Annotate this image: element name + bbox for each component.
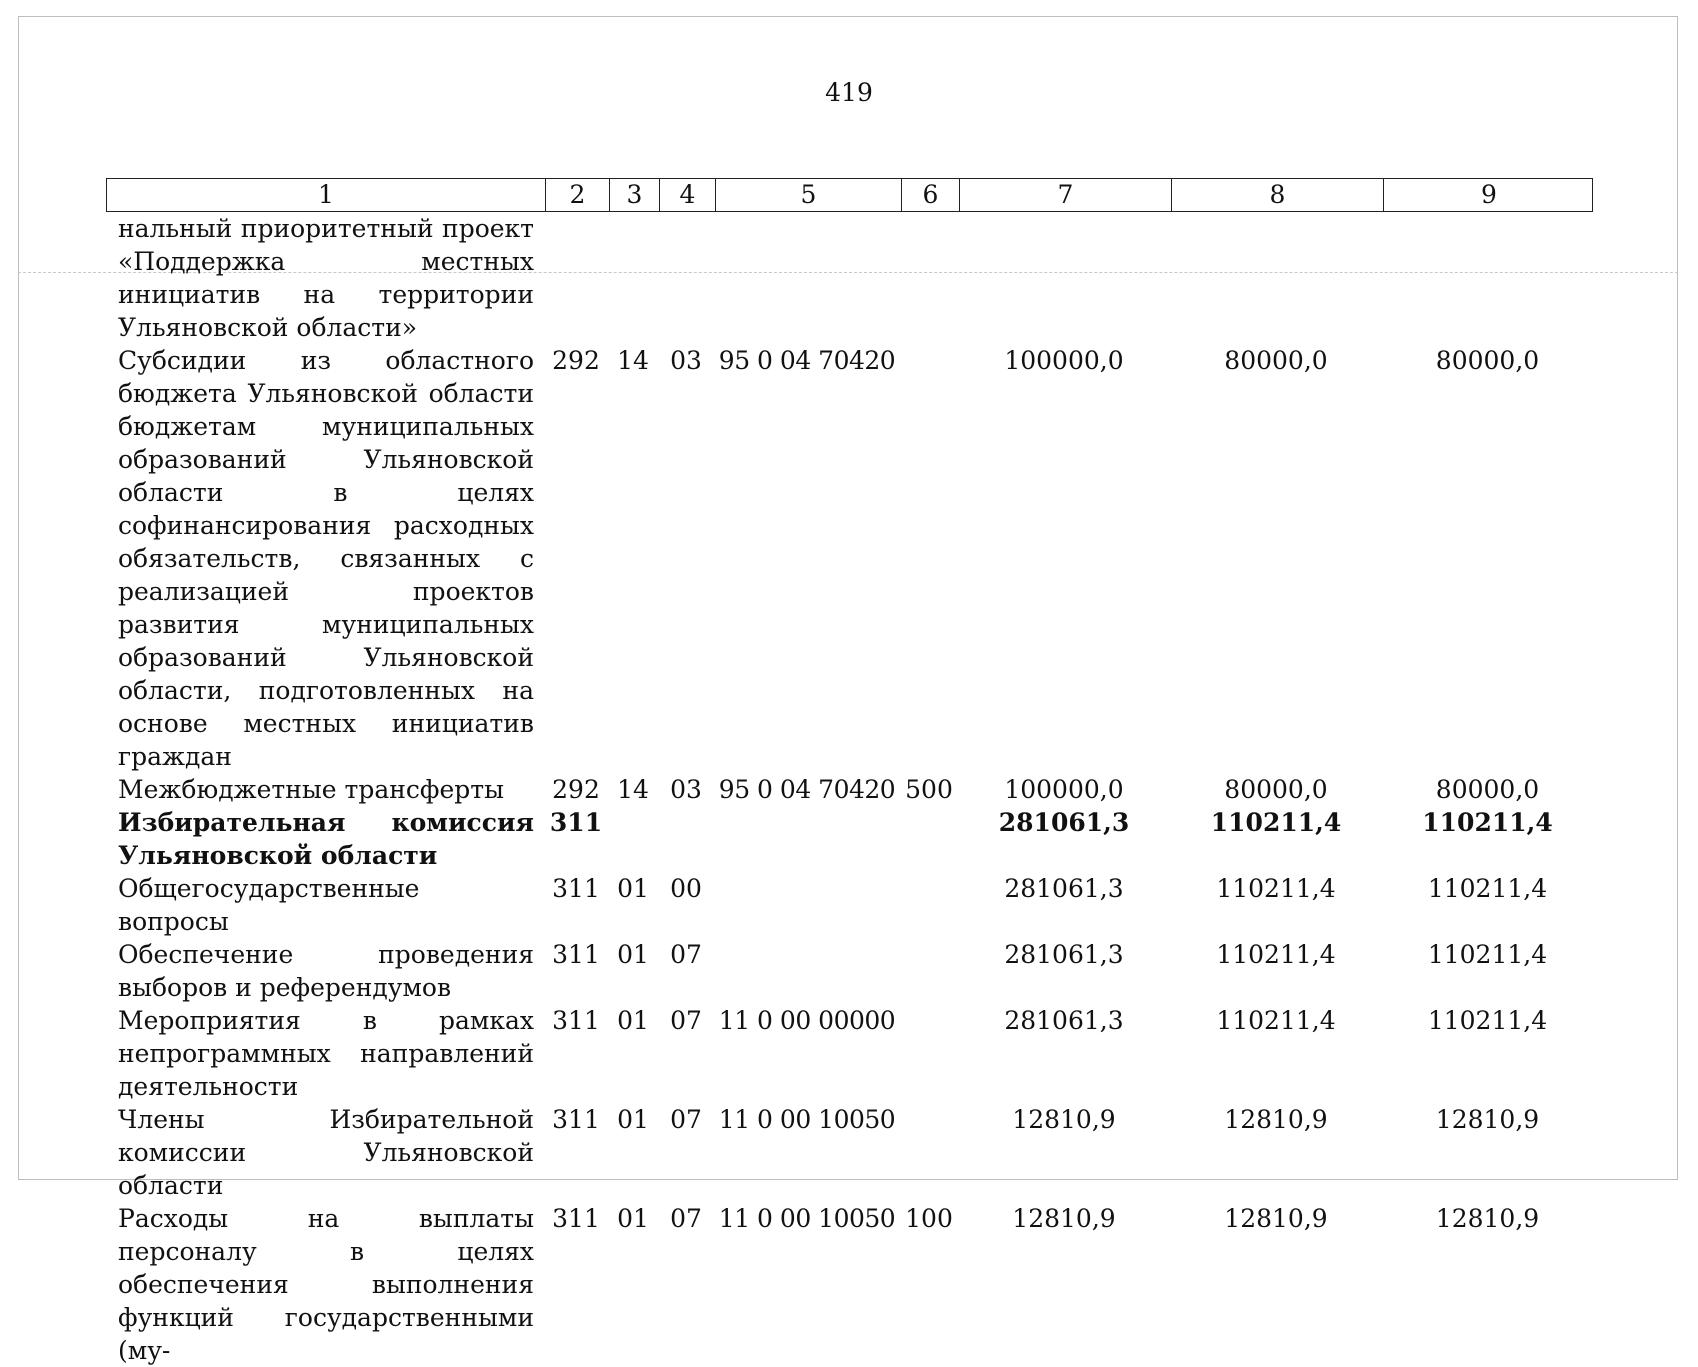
row-name-cell: Общегосударственные вопросы — [118, 874, 420, 936]
row-value-cell-8: 80000,0 — [1224, 775, 1328, 804]
table-row — [106, 938, 1593, 1004]
row-value-cell-2: 311 — [552, 1105, 600, 1134]
row-value-cell-7: 281061,3 — [1004, 1006, 1124, 1035]
row-value-cell-4 — [658, 806, 714, 872]
row-value-cell-7 — [958, 212, 1170, 344]
row-value-cell-9: 110211,4 — [1422, 808, 1553, 837]
header-col-5: 5 — [715, 179, 901, 211]
row-value-cell-3: 14 — [617, 775, 649, 804]
row-value-cell-5: 95 0 04 70420 — [718, 346, 896, 375]
header-col-6: 6 — [901, 179, 959, 211]
row-value-cell-6: 500 — [905, 775, 953, 804]
row-name-cell: Расходы на выплаты персоналу в целях обеспечения выполнения функций государственными (му- — [118, 1204, 534, 1365]
header-col-9: 9 — [1383, 179, 1594, 211]
row-value-cell-3 — [608, 212, 658, 344]
row-value-cell-4: 07 — [670, 1204, 702, 1233]
table-row — [106, 773, 1593, 806]
row-value-cell-9: 110211,4 — [1427, 940, 1548, 969]
row-value-cell-4: 03 — [670, 775, 702, 804]
row-value-cell-9: 80000,0 — [1435, 346, 1540, 375]
row-value-cell-6 — [900, 872, 958, 938]
row-name-cell: нальный приоритетный проект «Поддержка местных инициатив на территории Ульяновской области» — [118, 214, 534, 342]
row-value-cell-5 — [714, 872, 900, 938]
row-value-cell-3: 14 — [617, 346, 649, 375]
table-row — [106, 806, 1593, 872]
row-value-cell-8: 12810,9 — [1224, 1105, 1328, 1134]
row-value-cell-4: 07 — [670, 1105, 702, 1134]
row-value-cell-8 — [1170, 212, 1382, 344]
row-value-cell-4: 03 — [670, 346, 702, 375]
row-value-cell-5 — [714, 806, 900, 872]
row-value-cell-5: 11 0 00 10050 — [718, 1204, 896, 1233]
row-value-cell-3: 01 — [617, 1006, 649, 1035]
row-value-cell-2: 311 — [549, 808, 603, 837]
page-number: 419 — [825, 78, 873, 107]
row-value-cell-8: 110211,4 — [1216, 874, 1336, 903]
row-name-cell: Обеспечение проведения выборов и референдумов — [118, 940, 534, 1002]
table-row — [106, 1202, 1593, 1367]
row-value-cell-6 — [900, 212, 958, 344]
table-body — [106, 212, 1593, 1367]
row-value-cell-5: 95 0 04 70420 — [718, 775, 896, 804]
row-value-cell-2: 292 — [552, 775, 600, 804]
row-value-cell-7: 281061,3 — [1004, 874, 1124, 903]
row-value-cell-7: 100000,0 — [1004, 346, 1124, 375]
row-name-cell: Межбюджетные трансферты — [118, 775, 505, 804]
header-col-8: 8 — [1171, 179, 1383, 211]
row-value-cell-4: 07 — [670, 940, 702, 969]
header-col-4: 4 — [659, 179, 715, 211]
row-value-cell-3: 01 — [617, 1105, 649, 1134]
row-value-cell-3: 01 — [617, 874, 649, 903]
row-value-cell-3: 01 — [617, 940, 649, 969]
row-name-cell: Мероприятия в рамках непрограммных направлений деятельности — [118, 1006, 534, 1101]
table-row — [106, 1004, 1593, 1103]
row-value-cell-6 — [900, 1004, 958, 1103]
row-value-cell-7: 12810,9 — [1012, 1105, 1116, 1134]
row-value-cell-3: 01 — [617, 1204, 649, 1233]
row-value-cell-9 — [1382, 212, 1593, 344]
row-value-cell-2: 311 — [552, 874, 600, 903]
row-value-cell-8: 110211,4 — [1216, 940, 1336, 969]
row-name-cell: Избирательная комиссия Ульяновской области — [118, 808, 534, 870]
row-value-cell-5: 11 0 00 00000 — [718, 1006, 896, 1035]
row-value-cell-2: 292 — [552, 346, 600, 375]
row-value-cell-9: 12810,9 — [1435, 1204, 1540, 1233]
row-value-cell-6 — [900, 344, 958, 773]
header-col-3: 3 — [609, 179, 659, 211]
row-value-cell-7: 281061,3 — [998, 808, 1130, 837]
row-value-cell-7: 12810,9 — [1012, 1204, 1116, 1233]
table-row — [106, 212, 1593, 344]
row-value-cell-4: 00 — [670, 874, 702, 903]
row-value-cell-8: 12810,9 — [1224, 1204, 1328, 1233]
table-row — [106, 1103, 1593, 1202]
row-value-cell-8: 80000,0 — [1224, 346, 1328, 375]
row-value-cell-7: 281061,3 — [1004, 940, 1124, 969]
row-name-cell: Члены Избирательной комиссии Ульяновской области — [118, 1105, 534, 1200]
row-value-cell-2 — [544, 212, 608, 344]
row-value-cell-6 — [900, 938, 958, 1004]
row-value-cell-9: 110211,4 — [1427, 874, 1548, 903]
row-value-cell-6: 100 — [905, 1204, 953, 1233]
header-col-7: 7 — [959, 179, 1171, 211]
row-value-cell-2: 311 — [552, 940, 600, 969]
row-value-cell-4: 07 — [670, 1006, 702, 1035]
table-row — [106, 344, 1593, 773]
row-value-cell-9: 80000,0 — [1435, 775, 1540, 804]
table-row — [106, 872, 1593, 938]
row-value-cell-7: 100000,0 — [1004, 775, 1124, 804]
row-value-cell-6 — [900, 1103, 958, 1202]
header-col-2: 2 — [545, 179, 609, 211]
row-value-cell-2: 311 — [552, 1204, 600, 1233]
row-value-cell-9: 110211,4 — [1427, 1006, 1548, 1035]
row-value-cell-5 — [714, 212, 900, 344]
row-value-cell-8: 110211,4 — [1210, 808, 1342, 837]
row-value-cell-9: 12810,9 — [1435, 1105, 1540, 1134]
row-value-cell-5 — [714, 938, 900, 1004]
row-value-cell-2: 311 — [552, 1006, 600, 1035]
row-value-cell-5: 11 0 00 10050 — [718, 1105, 896, 1134]
table-header — [106, 178, 1593, 212]
header-col-1: 1 — [318, 180, 334, 209]
row-value-cell-3 — [608, 806, 658, 872]
row-value-cell-8: 110211,4 — [1216, 1006, 1336, 1035]
row-name-cell: Субсидии из областного бюджета Ульяновской области бюджетам муниципальных образований Ульяновской области в целях софинансирования расходных обязательств, связанных с реализацией проектов развития муниципальных образований Ульяновской области, подготовленных на основе местных инициатив граждан — [118, 346, 534, 771]
row-value-cell-6 — [900, 806, 958, 872]
row-value-cell-4 — [658, 212, 714, 344]
budget-table — [106, 178, 1593, 1367]
